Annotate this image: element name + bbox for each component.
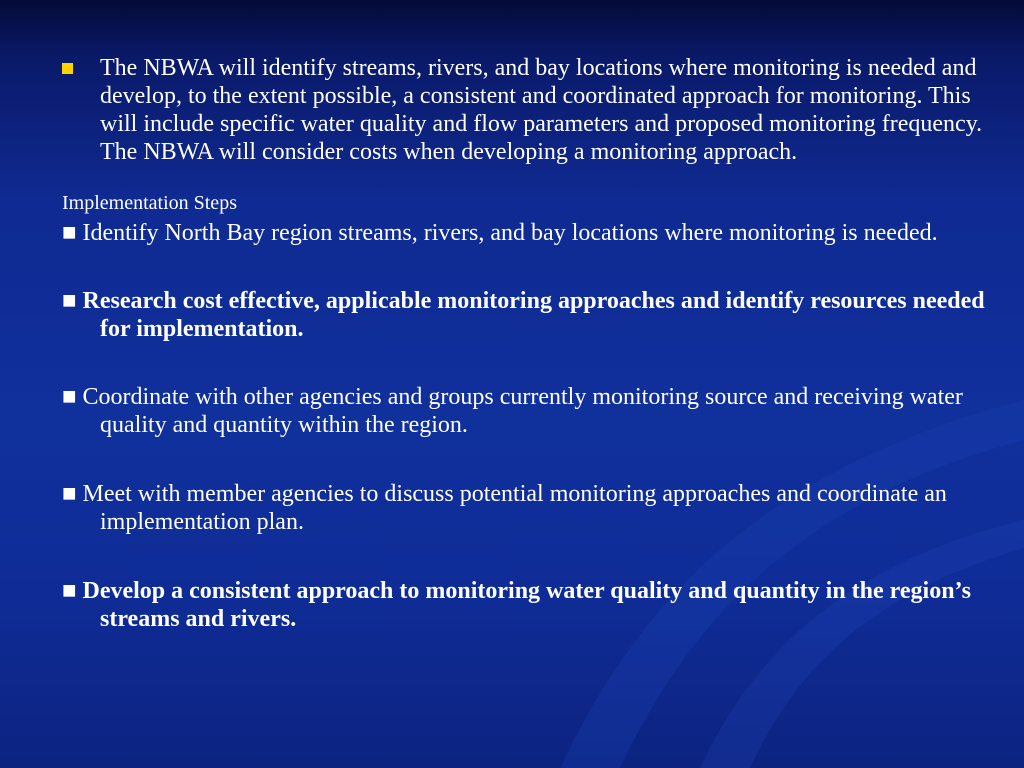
- step-item: ■ Develop a consistent approach to monitoring water quality and quantity in the region’s streams and rivers.: [62, 578, 971, 632]
- step-item: ■ Meet with member agencies to discuss potential monitoring approaches and coordinate an implementation plan.: [62, 481, 947, 535]
- square-bullet-icon: [62, 63, 73, 74]
- intro-text: The NBWA will identify streams, rivers, and bay locations where monitoring is needed and develop, to the extent possible, a consistent and coordinated approach for monitoring. This will include specific water quality and flow parameters and proposed monitoring frequency. The NBWA will consider costs when developing a monitoring approach.: [100, 55, 983, 165]
- intro-bullet-item: [62, 54, 1012, 166]
- step-item: ■ Research cost effective, applicable monitoring approaches and identify resources needed for implementation.: [62, 288, 985, 342]
- step-item: ■ Coordinate with other agencies and groups currently monitoring source and receiving water quality and quantity within the region.: [62, 384, 963, 438]
- step-item: ■ Identify North Bay region streams, rivers, and bay locations where monitoring is needed.: [62, 220, 938, 246]
- slide-content: [62, 54, 1012, 633]
- steps-heading: Implementation Steps: [62, 192, 237, 214]
